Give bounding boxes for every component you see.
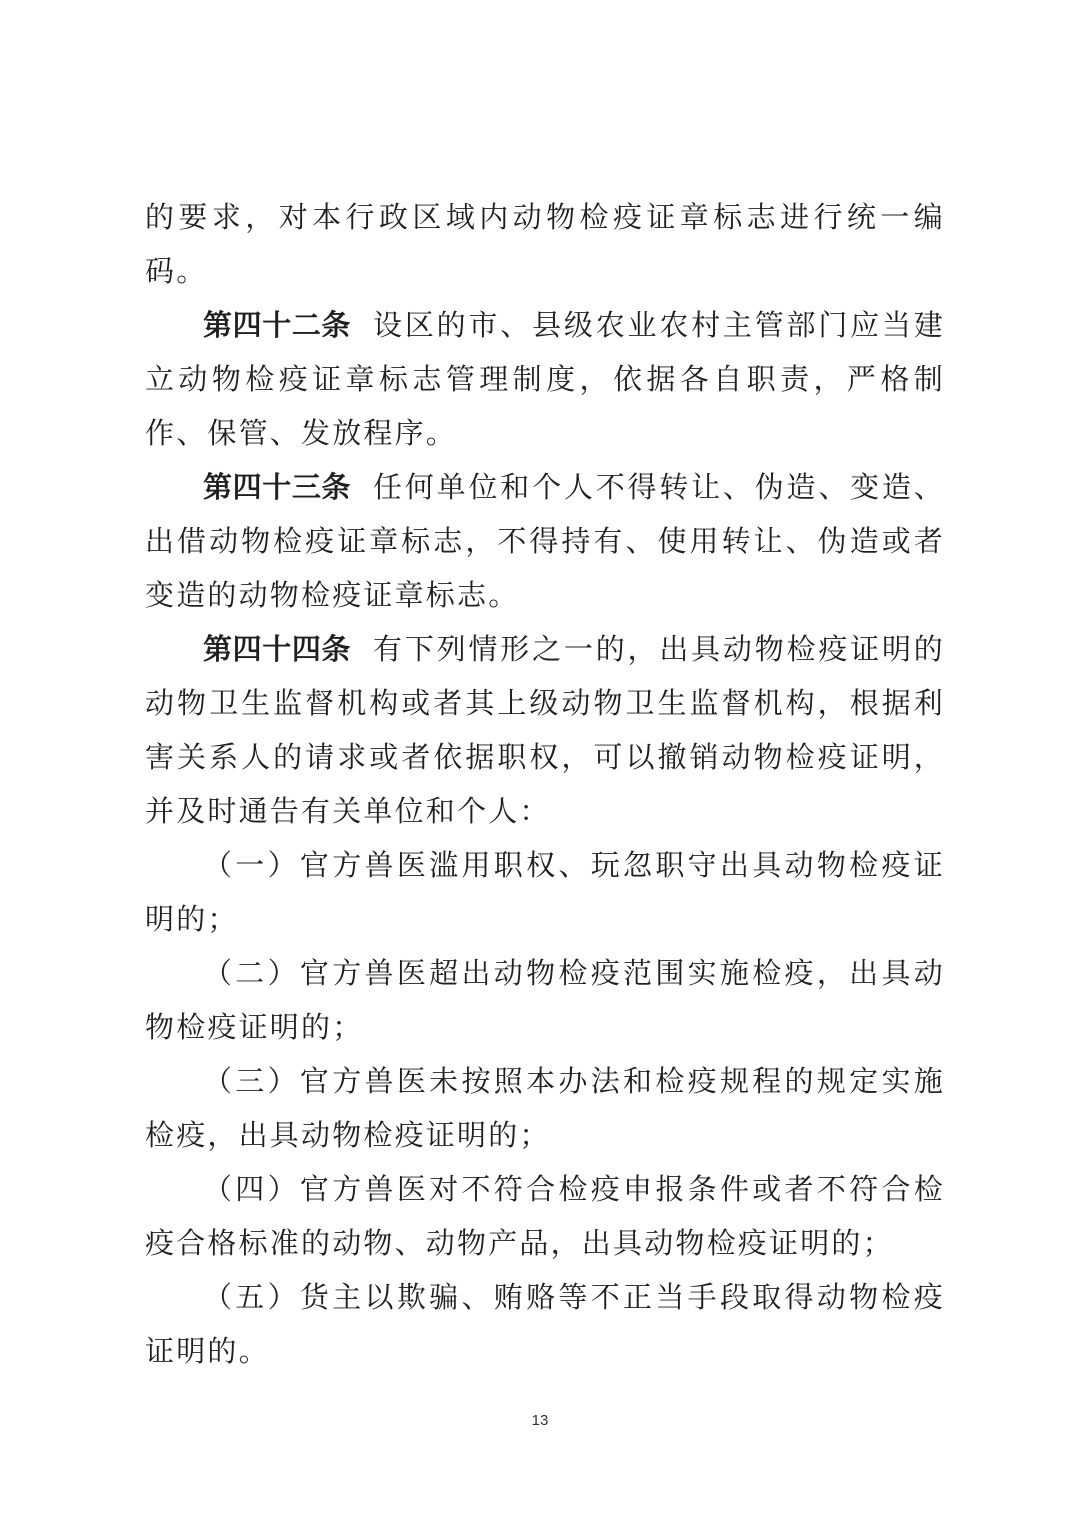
list-item-text: （五）货主以欺骗、贿赂等不正当手段取得动物检疫证明的。 (145, 1280, 945, 1368)
list-item-text: （二）官方兽医超出动物检疫范围实施检疫，出具动物检疫证明的； (145, 956, 945, 1044)
article-42 (145, 298, 945, 460)
list-item-text: （四）官方兽医对不符合检疫申报条件或者不符合检疫合格标准的动物、动物产品，出具动物检疫证明的； (145, 1172, 945, 1260)
paragraph-text: 的要求，对本行政区域内动物检疫证章标志进行统一编码。 (145, 200, 945, 288)
document-body (145, 190, 945, 1378)
paragraph-text: 设区的市、县级农业农村主管部门应当建立动物检疫证章标志管理制度，依据各自职责，严格制作、保管、发放程序。 (145, 308, 945, 450)
article-number: 第四十二条 (203, 308, 352, 342)
paragraph-text: 有下列情形之一的，出具动物检疫证明的动物卫生监督机构或者其上级动物卫生监督机构，根据利害关系人的请求或者依据职权，可以撤销动物检疫证明，并及时通告有关单位和个人： (145, 632, 945, 828)
list-item-3 (145, 1054, 945, 1162)
list-item-5 (145, 1270, 945, 1378)
list-item-text: （三）官方兽医未按照本办法和检疫规程的规定实施检疫，出具动物检疫证明的； (145, 1064, 945, 1152)
list-item-2 (145, 946, 945, 1054)
paragraph-continuation (145, 190, 945, 298)
page-number: 13 (531, 1412, 549, 1429)
article-number: 第四十三条 (203, 470, 352, 504)
paragraph-text: 任何单位和个人不得转让、伪造、变造、出借动物检疫证章标志，不得持有、使用转让、伪造或者变造的动物检疫证章标志。 (145, 470, 945, 612)
article-number: 第四十四条 (203, 632, 352, 666)
article-43 (145, 460, 945, 622)
list-item-1 (145, 838, 945, 946)
list-item-text: （一）官方兽医滥用职权、玩忽职守出具动物检疫证明的； (145, 848, 945, 936)
list-item-4 (145, 1162, 945, 1270)
article-44 (145, 622, 945, 838)
